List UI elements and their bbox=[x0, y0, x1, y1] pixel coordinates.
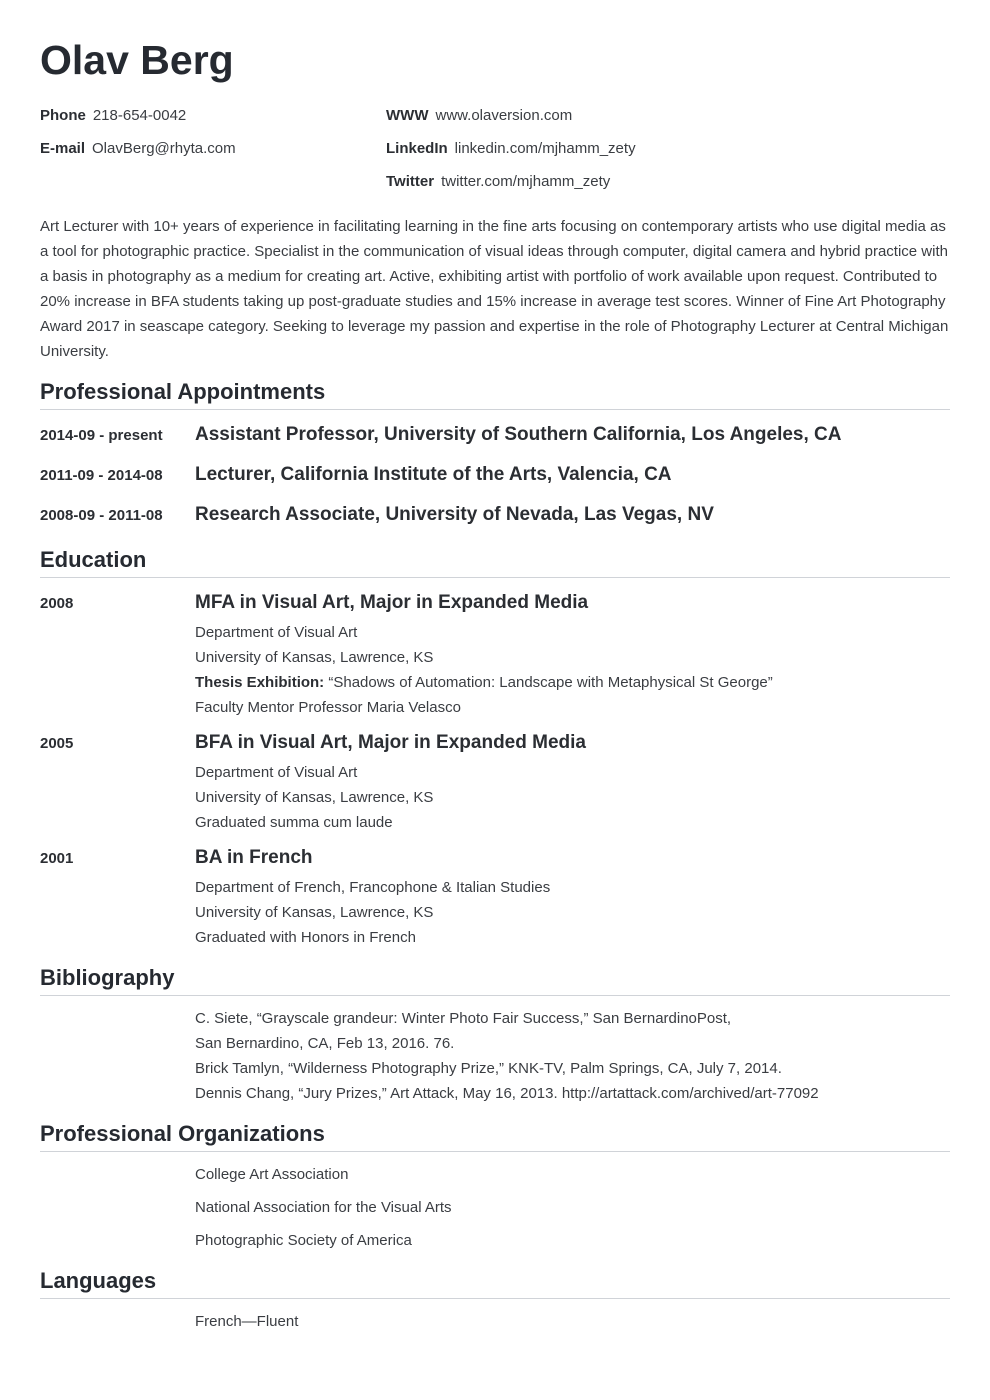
education-degree: MFA in Visual Art, Major in Expanded Media bbox=[195, 592, 589, 613]
education-school: University of Kansas, Lawrence, KS bbox=[195, 904, 434, 921]
bibliography-line: Brick Tamlyn, “Wilderness Photography Prize,” KNK-TV, Palm Springs, CA, July 7, 2014. bbox=[195, 1060, 782, 1077]
thesis-label: Thesis Exhibition: bbox=[195, 674, 325, 691]
education-degree: BA in French bbox=[195, 847, 313, 868]
section-title-organizations: Professional Organizations bbox=[40, 1121, 950, 1152]
bibliography-line: San Bernardino, CA, Feb 13, 2016. 76. bbox=[195, 1035, 455, 1052]
contact-twitter bbox=[386, 172, 610, 192]
education-school: University of Kansas, Lawrence, KS bbox=[195, 649, 434, 666]
linkedin-value: linkedin.com/mjhamm_zety bbox=[454, 140, 636, 157]
education-note: Faculty Mentor Professor Maria Velasco bbox=[195, 699, 461, 716]
appointment-title: Lecturer, California Institute of the Arts, Valencia, CA bbox=[195, 464, 672, 485]
email-label: E-mail bbox=[40, 140, 86, 157]
thesis-title: “Shadows of Automation: Landscape with Metaphysical St George” bbox=[328, 674, 773, 691]
contact-linkedin bbox=[386, 139, 636, 159]
twitter-label: Twitter bbox=[386, 173, 435, 190]
language-item: French—Fluent bbox=[195, 1313, 299, 1330]
appointment-date: 2011-09 - 2014-08 bbox=[40, 467, 163, 484]
appointment-title: Research Associate, University of Nevada, Las Vegas, NV bbox=[195, 504, 714, 525]
education-department: Department of Visual Art bbox=[195, 624, 358, 641]
education-school: University of Kansas, Lawrence, KS bbox=[195, 789, 434, 806]
profile-summary: Art Lecturer with 10+ years of experience in facilitating learning in the fine arts focusing on contemporary artists who use digital media as a tool for photographic practice. Specialist in the communication of visual ideas through computer, digital camera and hybrid practice with a basis in photography as a medium for creating art. Active, exhibiting artist with portfolio of work available upon request. Contributed to 20% increase in BFA students taking up post-graduate studies and 15% increase in average test scores. Winner of Fine Art Photography Award 2017 in seascape category. Seeking to leverage my passion and expertise in the role of Photography Lecturer at Central Michigan University. bbox=[40, 218, 949, 360]
phone-label: Phone bbox=[40, 107, 86, 124]
section-title-bibliography: Bibliography bbox=[40, 965, 950, 996]
email-value: OlavBerg@rhyta.com bbox=[92, 140, 236, 157]
twitter-value: twitter.com/mjhamm_zety bbox=[441, 173, 611, 190]
contact-phone bbox=[40, 106, 186, 126]
education-year: 2005 bbox=[40, 735, 74, 752]
education-year: 2001 bbox=[40, 850, 74, 867]
education-degree: BFA in Visual Art, Major in Expanded Media bbox=[195, 732, 586, 753]
education-note: Graduated summa cum laude bbox=[195, 814, 393, 831]
linkedin-label: LinkedIn bbox=[386, 140, 448, 157]
organization-item: Photographic Society of America bbox=[195, 1232, 412, 1249]
bibliography-line: C. Siete, “Grayscale grandeur: Winter Photo Fair Success,” San BernardinoPost, bbox=[195, 1010, 732, 1027]
www-value: www.olaversion.com bbox=[435, 107, 573, 124]
organization-item: National Association for the Visual Arts bbox=[195, 1199, 452, 1216]
appointment-date: 2008-09 - 2011-08 bbox=[40, 507, 163, 524]
section-title-languages: Languages bbox=[40, 1268, 950, 1299]
section-title-education: Education bbox=[40, 547, 950, 578]
phone-value: 218-654-0042 bbox=[92, 107, 187, 124]
education-note: Graduated with Honors in French bbox=[195, 929, 416, 946]
education-thesis bbox=[195, 673, 773, 693]
education-department: Department of Visual Art bbox=[195, 764, 358, 781]
education-year: 2008 bbox=[40, 595, 74, 612]
organization-item: College Art Association bbox=[195, 1166, 349, 1183]
www-label: WWW bbox=[386, 107, 429, 124]
contact-www bbox=[386, 106, 572, 126]
appointment-date: 2014-09 - present bbox=[40, 427, 163, 444]
bibliography-line: Dennis Chang, “Jury Prizes,” Art Attack, May 16, 2013. http://artattack.com/archived/art-77092 bbox=[195, 1085, 819, 1102]
appointment-title: Assistant Professor, University of Southern California, Los Angeles, CA bbox=[195, 424, 842, 445]
education-department: Department of French, Francophone & Italian Studies bbox=[195, 879, 551, 896]
candidate-name: Olav Berg bbox=[40, 37, 234, 83]
contact-email bbox=[40, 139, 236, 159]
section-title-appointments: Professional Appointments bbox=[40, 379, 950, 410]
